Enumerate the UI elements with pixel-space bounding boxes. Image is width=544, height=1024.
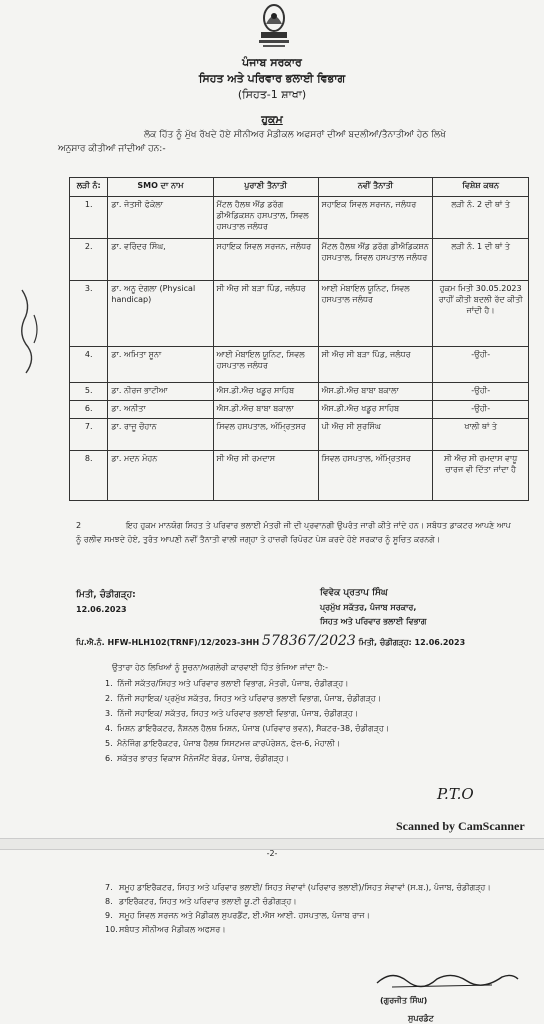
- list-item: 2. ਨਿੱਜੀ ਸਹਾਇਕ/ ਪ੍ਰਮੁੱਖ ਸਕੱਤਰ, ਸਿਹਤ ਅਤੇ ਪਰਿਵਾਰ ਭਲਾਈ ਵਿਭਾਗ, ਪੰਜਾਬ, ਚੰਡੀਗੜ੍ਹ।: [105, 694, 382, 703]
- table-row: [70, 239, 529, 281]
- table-row: [70, 347, 529, 383]
- col-smo-name: SMO ਦਾ ਨਾਮ: [108, 178, 213, 197]
- national-emblem-icon: [257, 2, 291, 50]
- issue-date: 12.06.2023: [76, 605, 127, 614]
- list-item: 4. ਮਿਸ਼ਨ ਡਾਇਰੈਕਟਰ, ਨੈਸ਼ਨਲ ਹੈਲਥ ਮਿਸ਼ਨ, ਪੰਜਾਬ (ਪਰਿਵਾਰ ਭਵਨ), ਸੈਕਟਰ-38, ਚੰਡੀਗੜ੍ਹ।: [105, 724, 390, 733]
- cell-name: ਡਾ. ਨੀਰਜ ਭਾਟੀਆ: [108, 383, 213, 401]
- cell-name: ਡਾ. ਅਨੀਤਾ: [108, 401, 213, 419]
- cell-new-posting: ਸਿਵਲ ਹਸਪਤਾਲ, ਅੰਮ੍ਰਿਤਸਰ: [318, 451, 433, 501]
- cell-new-posting: ਐਸ.ਡੀ.ਐਚ ਬਾਬਾ ਬਕਾਲਾ: [318, 383, 433, 401]
- cell-serial: 4.: [70, 347, 108, 383]
- cell-remarks: ਹੁਕਮ ਮਿਤੀ 30.05.2023 ਰਾਹੀਂ ਕੀਤੀ ਬਦਲੀ ਰੱਦ ਕੀਤੀ ਜਾਂਦੀ ਹੈ।: [433, 281, 529, 347]
- cell-remarks: ਲੜੀ ਨੰ. 2 ਦੀ ਥਾਂ ਤੇ: [433, 197, 529, 239]
- cell-remarks: ਲੜੀ ਨੰ. 1 ਦੀ ਥਾਂ ਤੇ: [433, 239, 529, 281]
- cell-remarks: -ਉਹੀ-: [433, 383, 529, 401]
- endorsement-reference: [76, 633, 465, 649]
- cell-serial: 7.: [70, 419, 108, 451]
- list-item: 6. ਸਕੱਤਰ ਭਾਰਤ ਵਿਕਾਸ ਮੈਨੇਜਮੈਂਟ ਬੋਰਡ, ਪੰਜਾਬ, ਚੰਡੀਗੜ੍ਹ।: [105, 754, 289, 763]
- cell-name: ਡਾ. ਮਦਨ ਮੋਹਨ: [108, 451, 213, 501]
- header-branch: (ਸਿਹਤ-1 ਸ਼ਾਖਾ): [237, 88, 307, 101]
- list-item: 1. ਨਿੱਜੀ ਸਕੱਤਰ/ਸਿਹਤ ਅਤੇ ਪਰਿਵਾਰ ਭਲਾਈ ਵਿਭਾਗ, ਮੰਤਰੀ, ਪੰਜਾਬ, ਚੰਡੀਗੜ੍ਹ।: [105, 679, 349, 688]
- cell-remarks: -ਉਹੀ-: [433, 401, 529, 419]
- table-row: [70, 451, 529, 501]
- header-order-title: ਹੁਕਮ: [261, 113, 283, 126]
- cell-new-posting: ਸਹਾਇਕ ਸਿਵਲ ਸਰਜਨ, ਜਲੰਧਰ: [318, 197, 433, 239]
- cell-remarks: ਸੀ ਐਚ ਸੀ ਰਮਦਾਸ ਵਾਧੂ ਚਾਰਜ ਵੀ ਦਿੱਤਾ ਜਾਂਦਾ ਹੈ: [433, 451, 529, 501]
- col-serial: ਲੜੀ ਨੰ:: [70, 178, 108, 197]
- cell-old-posting: ਐਸ.ਡੀ.ਐਚ ਖਡੂਰ ਸਾਹਿਬ: [213, 383, 318, 401]
- cell-name: ਡਾ. ਜੋਤਸੀ ਫੋਕੇਲਾ: [108, 197, 213, 239]
- cell-old-posting: ਆਈ ਮੋਬਾਇਲ ਯੂਨਿਟ, ਸਿਵਲ ਹਸਪਤਾਲ ਜਲੰਧਰ: [213, 347, 318, 383]
- cell-old-posting: ਮੈਂਟਲ ਹੈਲਥ ਐਂਡ ਡਰੱਗ ਡੀਐਡਿਕਸ਼ਨ ਹਸਪਤਾਲ, ਸਿਵਲ ਹਸਪਤਾਲ ਜਲੰਧਰ: [213, 197, 318, 239]
- superintendent-name: (ਗੁਰਜੀਤ ਸਿੰਘ): [380, 996, 428, 1005]
- cell-name: ਡਾ. ਅਨੂ ਦੇਗਲਾ (Physical handicap): [108, 281, 213, 347]
- distribution-list-continued: [105, 881, 525, 937]
- cell-old-posting: ਸਹਾਇਕ ਸਿਵਲ ਸਰਜਨ, ਜਲੰਧਰ: [213, 239, 318, 281]
- cell-name: ਡਾ. ਵਰਿੰਦਰ ਸਿੰਘ,: [108, 239, 213, 281]
- order-paragraph: [76, 519, 516, 547]
- transfer-table: [69, 177, 529, 501]
- cell-serial: 6.: [70, 401, 108, 419]
- intro-line-1: ਲੋਕ ਹਿੱਤ ਨੂੰ ਮੁੱਖ ਰੱਖਦੇ ਹੋਏ ਸੀਨੀਅਰ ਮੈਡੀਕਲ ਅਫਸਰਾਂ ਦੀਆਂ ਬਦਲੀਆਂ/ਤੈਨਾਤੀਆਂ ਹੇਠ ਲਿਖੇ: [144, 130, 446, 140]
- cell-new-posting: ਸੀ ਐਚ ਸੀ ਬੜਾ ਪਿੰਡ, ਜਲੰਧਰ: [318, 347, 433, 383]
- cell-serial: 8.: [70, 451, 108, 501]
- cell-serial: 3.: [70, 281, 108, 347]
- cell-new-posting: ਆਈ ਮੋਬਾਇਲ ਯੂਨਿਟ, ਸਿਵਲ ਹਸਪਤਾਲ ਜਲੰਧਰ: [318, 281, 433, 347]
- reference-handwritten-number: 578367/2023: [262, 633, 356, 649]
- superintendent-title: ਸੁਪਰਡੰਟ: [408, 1014, 434, 1023]
- cell-name: ਡਾ. ਰਾਜੂ ਚੌਹਾਨ: [108, 419, 213, 451]
- table-row: [70, 401, 529, 419]
- cell-old-posting: ਐਸ.ਡੀ.ਐਚ ਬਾਬਾ ਬਕਾਲਾ: [213, 401, 318, 419]
- cell-old-posting: ਸਿਵਲ ਹਸਪਤਾਲ, ਅੰਮ੍ਰਿਤਸਰ: [213, 419, 318, 451]
- cell-name: ਡਾ. ਅਮਿਤਾ ਸੂਨਾ: [108, 347, 213, 383]
- signatory-name: ਵਿਵੇਕ ਪ੍ਰਤਾਪ ਸਿੰਘ: [320, 588, 388, 598]
- col-old-posting: ਪੁਰਾਣੀ ਤੈਨਾਤੀ: [213, 178, 318, 197]
- side-initials-signature: [14, 285, 44, 385]
- list-item: 5. ਮੈਨੇਜਿੰਗ ਡਾਇਰੈਕਟਰ, ਪੰਜਾਬ ਹੈਲਥ ਸਿਸਟਮਜ਼ ਕਾਰਪੋਰੇਸ਼ਨ, ਫੇਜ਼-6, ਮੋਹਾਲੀ।: [105, 739, 341, 748]
- cell-new-posting: ਮੈਂਟਲ ਹੈਲਥ ਐਂਡ ਡਰੱਗ ਡੀਐਡਿਕਸ਼ਨ ਹਸਪਤਾਲ, ਸਿਵਲ ਹਸਪਤਾਲ ਜਲੰਧਰ: [318, 239, 433, 281]
- cell-new-posting: ਪੀ ਐਚ ਸੀ ਸੁਰਸਿੰਘ: [318, 419, 433, 451]
- scanner-watermark: Scanned by CamScanner: [396, 819, 525, 833]
- reference-date: ਮਿਤੀ, ਚੰਡੀਗੜ੍ਹ: 12.06.2023: [358, 638, 466, 647]
- order-intro: [58, 128, 498, 156]
- cell-serial: 5.: [70, 383, 108, 401]
- cell-new-posting: ਐਸ.ਡੀ.ਐਚ ਖਡੂਰ ਸਾਹਿਬ: [318, 401, 433, 419]
- cell-old-posting: ਸੀ ਐਚ ਸੀ ਰਮਦਾਸ: [213, 451, 318, 501]
- table-row: [70, 383, 529, 401]
- cell-remarks: -ਉਹੀ-: [433, 347, 529, 383]
- page-number: -2-: [266, 849, 278, 858]
- pto-note: P.T.O: [437, 785, 474, 803]
- list-item: 7. ਸਮੂਹ ਡਾਇਰੈਕਟਰ, ਸਿਹਤ ਅਤੇ ਪਰਿਵਾਰ ਭਲਾਈ/ ਸਿਹਤ ਸੇਵਾਵਾਂ (ਪਰਿਵਾਰ ਭਲਾਈ)/ਸਿਹਤ ਸੇਵਾਵਾਂ (ਸ.ਬ.), ਪੰਜਾਬ, ਚੰਡੀਗੜ੍ਹ।: [105, 883, 491, 892]
- signatory-department: ਸਿਹਤ ਅਤੇ ਪਰਿਵਾਰ ਭਲਾਈ ਵਿਭਾਗ: [320, 617, 427, 626]
- cell-serial: 2.: [70, 239, 108, 281]
- table-row: [70, 197, 529, 239]
- reference-prefix: ਪਿ.ਐ.ਨੰ. HFW-HLH102(TRNF)/12/2023-3HH: [76, 638, 260, 647]
- list-item: 9. ਸਮੂਹ ਸਿਵਲ ਸਰਜਨ ਅਤੇ ਮੈਡੀਕਲ ਸੁਪਰਡੈਂਟ, ਈ.ਐਸ ਆਈ. ਹਸਪਤਾਲ, ਪੰਜਾਬ ਰਾਜ।: [105, 911, 370, 920]
- paragraph-text: ਇਹ ਹੁਕਮ ਮਾਨਯੋਗ ਸਿਹਤ ਤੇ ਪਰਿਵਾਰ ਭਲਾਈ ਮੰਤਰੀ ਜੀ ਦੀ ਪ੍ਰਵਾਨਗੀ ਉਪਰੰਤ ਜਾਰੀ ਕੀਤੇ ਜਾਂਦੇ ਹਨ। ਸਬੰਧਤ ਡਾਕਟਰ ਆਪਣੇ ਆਪ ਨੂੰ ਰਲੀਵ ਸਮਝਦੇ ਹੋਏ, ਤੁਰੰਤ ਆਪਣੀ ਨਵੀਂ ਤੈਨਾਤੀ ਵਾਲੀ ਜਗ੍ਹਾ ਤੇ ਹਾਜ਼ਰੀ ਰਿਪੋਰਟ ਪੇਸ਼ ਕਰਦੇ ਹੋਏ ਸਰਕਾਰ ਨੂੰ ਸੂਚਿਤ ਕਰਨਗੇ।: [76, 521, 511, 544]
- col-new-posting: ਨਵੀਂ ਤੈਨਾਤੀ: [318, 178, 433, 197]
- col-remarks: ਵਿਸ਼ੇਸ਼ ਕਥਨ: [433, 178, 529, 197]
- intro-line-2: ਅਨੁਸਾਰ ਕੀਤੀਆਂ ਜਾਂਦੀਆਂ ਹਨ:-: [58, 144, 166, 154]
- superintendent-signature: [372, 965, 522, 993]
- list-item: 8. ਡਾਇਰੈਕਟਰ, ਸਿਹਤ ਅਤੇ ਪਰਿਵਾਰ ਭਲਾਈ ਯੂ.ਟੀ ਚੰਡੀਗੜ੍ਹ।: [105, 897, 297, 906]
- signatory-title: ਪ੍ਰਮੁੱਖ ਸਕੱਤਰ, ਪੰਜਾਬ ਸਰਕਾਰ,: [320, 603, 417, 612]
- header-govt: ਪੰਜਾਬ ਸਰਕਾਰ: [242, 56, 302, 69]
- cell-old-posting: ਸੀ ਐਚ ਸੀ ਬੜਾ ਪਿੰਡ, ਜਲੰਧਰ: [213, 281, 318, 347]
- list-item: 10.ਸਬੰਧਤ ਸੀਨੀਅਰ ਮੈਡੀਕਲ ਅਫਸਰ।: [105, 925, 226, 934]
- paragraph-number: 2: [76, 521, 82, 530]
- header-department: ਸਿਹਤ ਅਤੇ ਪਰਿਵਾਰ ਭਲਾਈ ਵਿਭਾਗ: [198, 72, 346, 85]
- table-header-row: [70, 178, 529, 197]
- issue-place: ਮਿਤੀ, ਚੰਡੀਗੜ੍ਹ:: [76, 590, 136, 600]
- distribution-list: [105, 676, 389, 766]
- list-item: 3. ਨਿੱਜੀ ਸਹਾਇਕ/ ਸਕੱਤਰ, ਸਿਹਤ ਅਤੇ ਪਰਿਵਾਰ ਭਲਾਈ ਵਿਭਾਗ, ਪੰਜਾਬ, ਚੰਡੀਗੜ੍ਹ।: [105, 709, 359, 718]
- cell-remarks: ਖਾਲੀ ਥਾਂ ਤੇ: [433, 419, 529, 451]
- table-row: [70, 419, 529, 451]
- table-row: [70, 281, 529, 347]
- copy-forwarded-intro: ਉਤਾਰਾ ਹੇਠ ਲਿਖਿਆਂ ਨੂੰ ਸੂਚਨਾ/ਅਗਲੇਰੀ ਕਾਰਵਾਈ ਹਿੱਤ ਭੇਜਿਆ ਜਾਂਦਾ ਹੈ:-: [112, 663, 328, 672]
- cell-serial: 1.: [70, 197, 108, 239]
